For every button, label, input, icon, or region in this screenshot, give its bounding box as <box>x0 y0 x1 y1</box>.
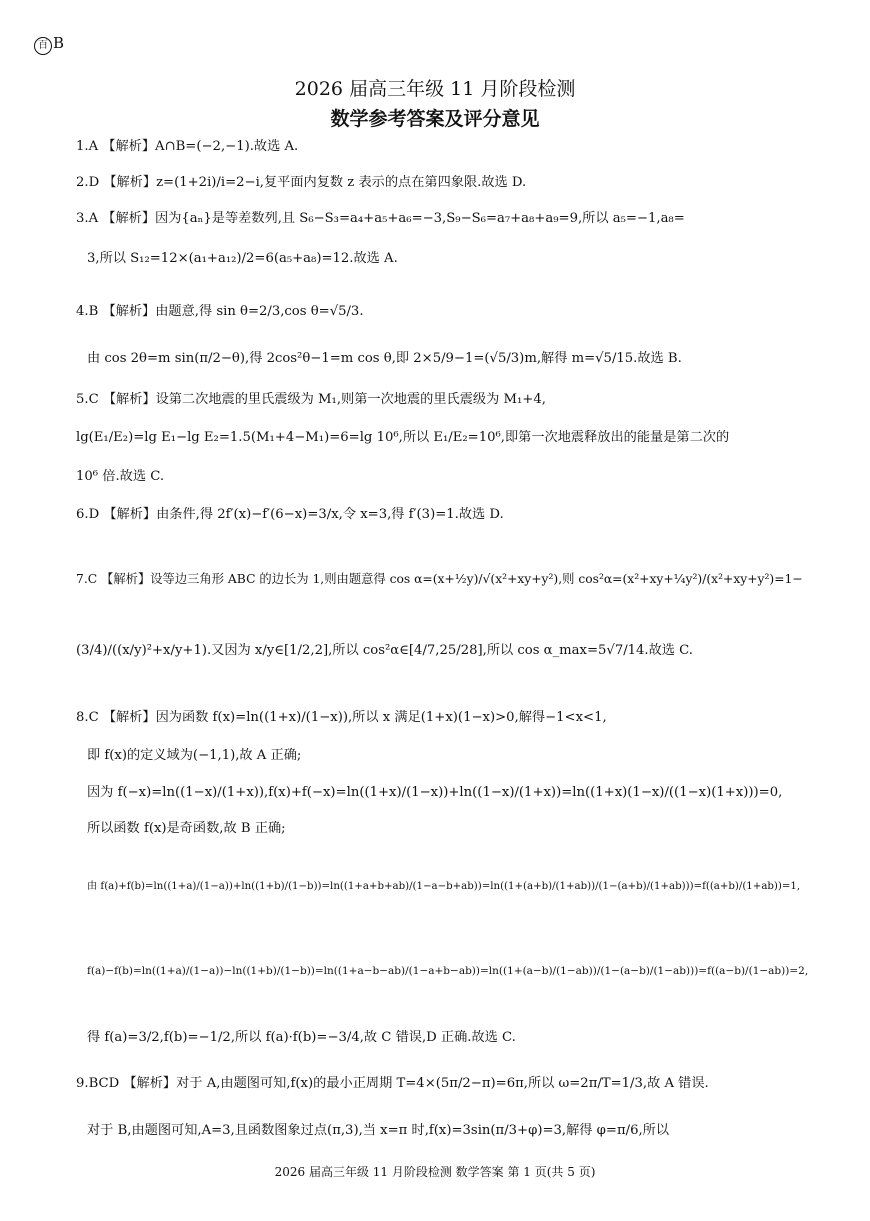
exam-title: 2026 届高三年级 11 月阶段检测 <box>294 78 576 100</box>
answer-8-line-3: 因为 f(−x)=ln((1−x)/(1+x)),f(x)+f(−x)=ln((1+x)/(1−x))+ln((1−x)/(1+x))=ln((1+x)(1−x)/((1−x)(1+x)))=0, <box>87 785 783 800</box>
answer-6: 6.D 【解析】由条件,得 2f′(x)−f′(6−x)=3/x,令 x=3,得 f′(3)=1.故选 D. <box>76 507 504 522</box>
answer-9-line-1: 9.BCD 【解析】对于 A,由题图可知,f(x)的最小正周期 T=4×(5π/2−π)=6π,所以 ω=2π/T=1/3,故 A 错误. <box>76 1076 709 1091</box>
answer-8-line-2: 即 f(x)的定义域为(−1,1),故 A 正确; <box>87 748 302 763</box>
answer-4-line-2: 由 cos 2θ=m sin(π/2−θ),得 2cos²θ−1=m cos θ,即 2×5/9−1=(√5/3)m,解得 m=√5/15.故选 B. <box>87 351 682 366</box>
answer-1: 1.A 【解析】A∩B=(−2,−1).故选 A. <box>76 139 299 154</box>
answer-7-line-2: (3/4)/((x/y)²+x/y+1).又因为 x/y∈[1/2,2],所以 cos²α∈[4/7,25/28],所以 cos α_max=5√7/14.故选 C. <box>76 643 693 658</box>
answer-5-line-3: 10⁶ 倍.故选 C. <box>76 469 165 484</box>
answer-3-line-2: 3,所以 S₁₂=12×(a₁+a₁₂)/2=6(a₅+a₈)=12.故选 A. <box>87 251 398 266</box>
answer-5-line-1: 5.C 【解析】设第二次地震的里氏震级为 M₁,则第一次地震的里氏震级为 M₁+4, <box>76 392 546 407</box>
answer-8-line-6: f(a)−f(b)=ln((1+a)/(1−a))−ln((1+b)/(1−b))=ln((1+a−b−ab)/(1−a+b−ab))=ln((1+(a−b)/(1−ab))/(1−(a−b)/(1−ab)))=f((a−b)/(1−ab))=2, <box>87 965 809 977</box>
paper-code-circle: 百 <box>34 37 52 55</box>
answer-2: 2.D 【解析】z=(1+2i)/i=2−i,复平面内复数 z 表示的点在第四象限.故选 D. <box>76 175 527 190</box>
answer-9-line-2: 对于 B,由题图可知,A=3,且函数图象过点(π,3),当 x=π 时,f(x)=3sin(π/3+φ)=3,解得 φ=π/6,所以 <box>87 1123 670 1138</box>
paper-code-mark <box>34 34 64 55</box>
answer-8-line-4: 所以函数 f(x)是奇函数,故 B 正确; <box>87 821 286 836</box>
page-footer: 2026 届高三年级 11 月阶段检测 数学答案 第 1 页(共 5 页) <box>274 1165 596 1179</box>
answer-4-line-1: 4.B 【解析】由题意,得 sin θ=2/3,cos θ=√5/3. <box>76 304 364 319</box>
answer-7-line-1: 7.C 【解析】设等边三角形 ABC 的边长为 1,则由题意得 cos α=(x+½y)/√(x²+xy+y²),则 cos²α=(x²+xy+¼y²)/(x²+xy+y²)=1− <box>76 572 803 586</box>
answer-3-line-1: 3.A 【解析】因为{aₙ}是等差数列,且 S₆−S₃=a₄+a₅+a₆=−3,S₉−S₆=a₇+a₈+a₉=9,所以 a₅=−1,a₈= <box>76 211 685 226</box>
answer-8-line-5: 由 f(a)+f(b)=ln((1+a)/(1−a))+ln((1+b)/(1−b))=ln((1+a+b+ab)/(1−a−b+ab))=ln((1+(a+b)/(1+ab))/(1−(a+b)/(1+ab)))=f((a+b)/(1+ab))=1, <box>87 881 801 892</box>
answer-5-line-2: lg(E₁/E₂)=lg E₁−lg E₂=1.5(M₁+4−M₁)=6=lg 10⁶,所以 E₁/E₂=10⁶,即第一次地震释放出的能量是第二次的 <box>76 430 730 445</box>
answer-key-title: 数学参考答案及评分意见 <box>330 108 540 130</box>
paper-code-letter: B <box>53 34 65 52</box>
answer-8-line-7: 得 f(a)=3/2,f(b)=−1/2,所以 f(a)·f(b)=−3/4,故 C 错误,D 正确.故选 C. <box>87 1030 516 1045</box>
answer-8-line-1: 8.C 【解析】因为函数 f(x)=ln((1+x)/(1−x)),所以 x 满足(1+x)(1−x)>0,解得−1<x<1, <box>76 710 607 725</box>
